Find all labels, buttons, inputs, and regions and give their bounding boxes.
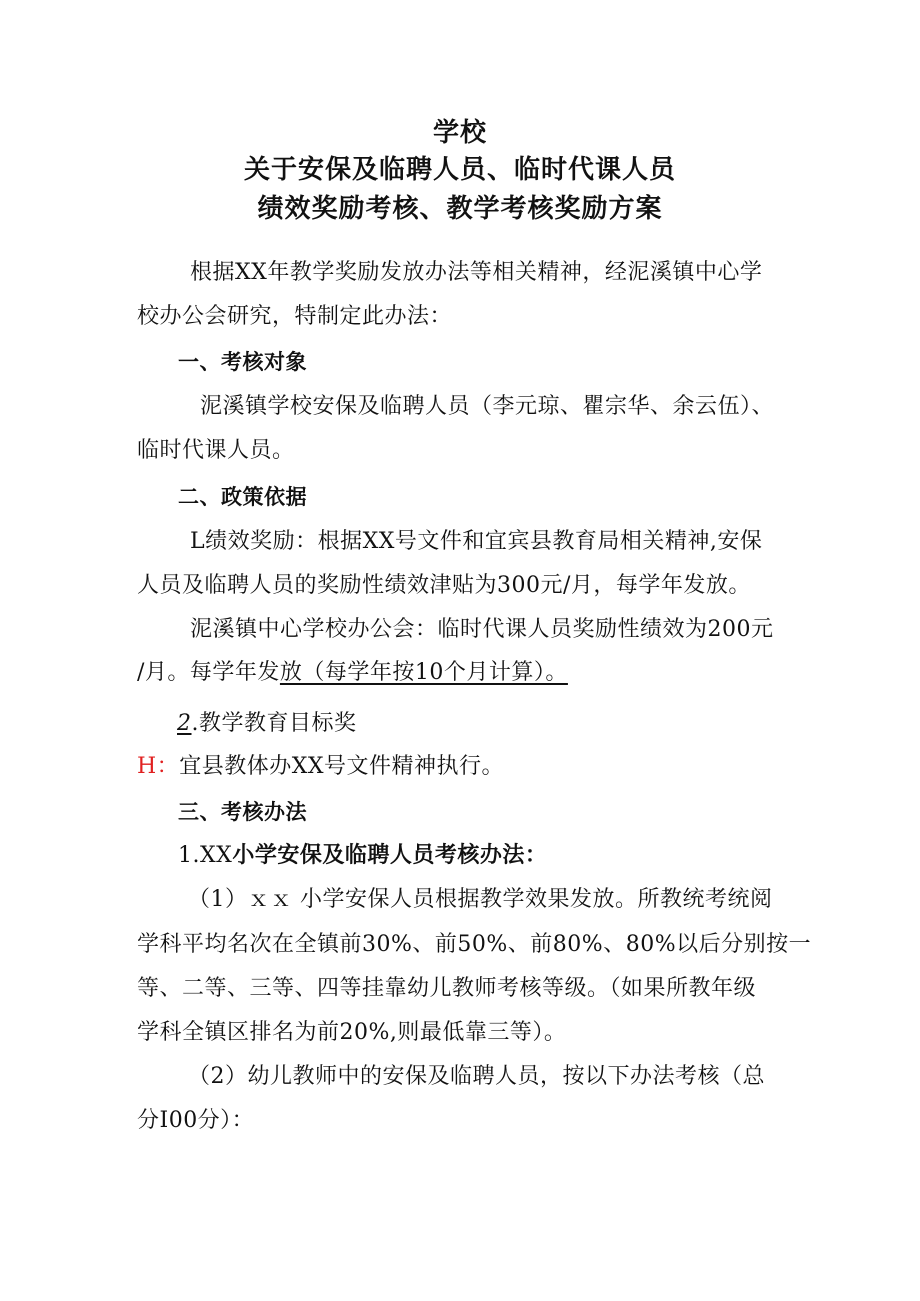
section1-line-2: 临时代课人员。	[137, 438, 295, 463]
section3-sub-1	[178, 841, 547, 871]
section3-p1-line-4: 学科全镇区排名为前20%,则最低靠三等）。	[137, 1020, 567, 1045]
section2-item-2	[177, 709, 357, 739]
section3-p2-line-2: 分I00分）：	[137, 1108, 255, 1133]
section1-line-1: 泥溪镇学校安保及临聘人员（李元琼、瞿宗华、余云伍）、	[200, 394, 775, 419]
section-heading-2: 二、政策依据	[178, 485, 307, 509]
section2-p1-line-2: 人员及临聘人员的奖励性绩效津贴为300元/月，每学年发放。	[137, 573, 751, 598]
title-line-2: 关于安保及临聘人员、临时代课人员	[243, 155, 676, 185]
sub1-number: 1.XX	[178, 843, 233, 868]
section3-p1-line-1: （1）ｘｘ 小学安保人员根据教学效果发放。所教统考统阅	[188, 887, 773, 912]
item2-prefix: H：	[137, 754, 180, 779]
section3-p1-line-3: 等、二等、三等、四等挂靠幼儿教师考核等级。（如果所教年级	[137, 976, 757, 1001]
section3-p1-line-2: 学科平均名次在全镇前30%、前50%、前80%、80%以后分别按一	[137, 932, 812, 957]
section2-p2-line-1: 泥溪镇中心学校办公会：临时代课人员奖励性绩效为200元	[190, 617, 774, 642]
section2-item-2-detail	[137, 752, 504, 782]
title-line-3: 绩效奖励考核、教学考核奖励方案	[257, 194, 663, 224]
section-heading-1: 一、考核对象	[178, 350, 307, 374]
section3-p2-line-1: （2）幼儿教师中的安保及临聘人员，按以下办法考核（总	[188, 1064, 765, 1089]
section2-p2-line-2	[137, 658, 568, 688]
section2-p1-line-1: L绩效奖励：根据XX号文件和宜宾县教育局相关精神,安保	[190, 529, 763, 554]
intro-line-1: 根据XX年教学奖励发放办法等相关精神，经泥溪镇中心学	[190, 260, 763, 285]
section2-p2-line-2-underlined: 放（每学年按10个月计算）。	[279, 660, 568, 685]
section2-p2-line-2-plain: /月。每学年发	[137, 660, 280, 685]
item2-detail: 宜县教体办XX号文件精神执行。	[179, 754, 505, 779]
title-line-1: 学校	[432, 118, 487, 148]
sub1-title: 小学安保及临聘人员考核办法：	[232, 843, 548, 868]
section-heading-3: 三、考核办法	[178, 800, 307, 824]
item2-number: 2	[177, 711, 192, 736]
intro-line-2: 校办公会研究，特制定此办法：	[137, 304, 453, 329]
item2-text: .教学教育目标奖	[191, 711, 357, 736]
